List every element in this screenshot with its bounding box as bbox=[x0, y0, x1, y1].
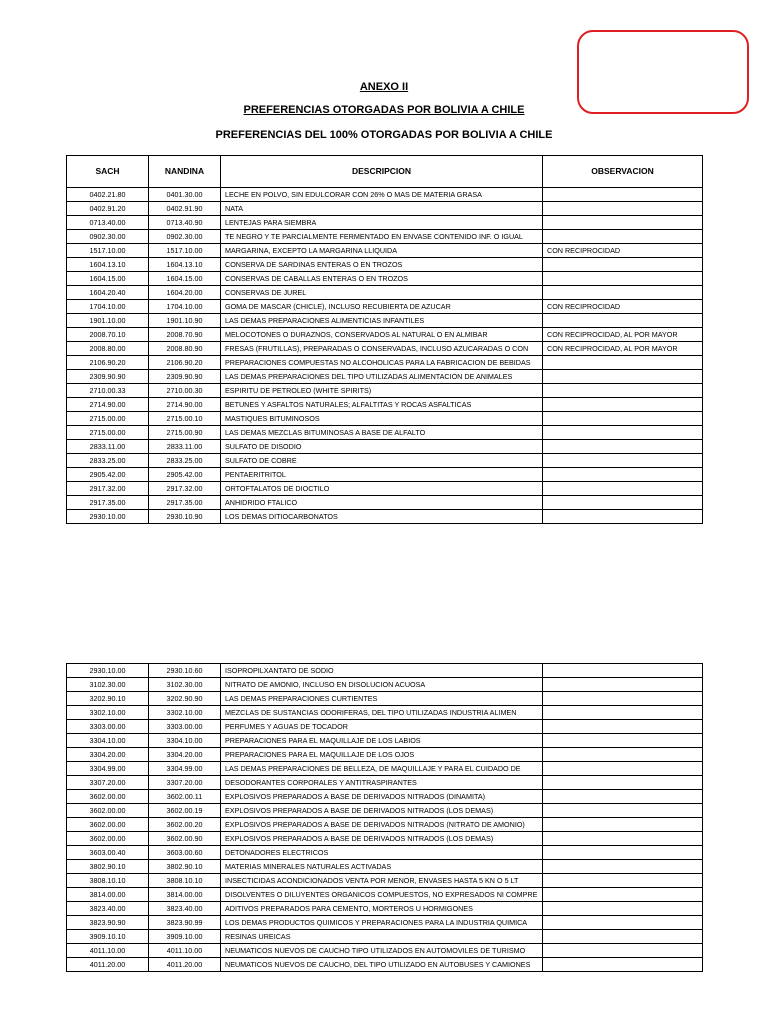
cell-nandina: 0902.30.00 bbox=[149, 230, 221, 244]
cell-sach: 3303.00.00 bbox=[67, 720, 149, 734]
cell-observacion bbox=[543, 230, 703, 244]
cell-observacion bbox=[543, 860, 703, 874]
cell-nandina: 1604.15.00 bbox=[149, 272, 221, 286]
cell-descripcion: EXPLOSIVOS PREPARADOS A BASE DE DERIVADOS NITRADOS (DINAMITA) bbox=[221, 790, 543, 804]
table-row bbox=[67, 258, 703, 272]
table-row bbox=[67, 846, 703, 860]
cell-observacion bbox=[543, 846, 703, 860]
cell-nandina: 3303.00.00 bbox=[149, 720, 221, 734]
cell-descripcion: LAS DEMAS PREPARACIONES DEL TIPO UTILIZADAS ALIMENTACION DE ANIMALES bbox=[221, 370, 543, 384]
cell-descripcion: CONSERVAS DE JUREL bbox=[221, 286, 543, 300]
cell-descripcion: MELOCOTONES O DURAZNOS, CONSERVADOS AL NATURAL O EN ALMIBAR bbox=[221, 328, 543, 342]
table-row bbox=[67, 874, 703, 888]
table-row bbox=[67, 762, 703, 776]
table-row bbox=[67, 244, 703, 258]
cell-observacion: CON RECIPROCIDAD bbox=[543, 244, 703, 258]
cell-descripcion: GOMA DE MASCAR (CHICLE), INCLUSO RECUBIERTA DE AZUCAR bbox=[221, 300, 543, 314]
table-row bbox=[67, 482, 703, 496]
cell-nandina: 1704.10.00 bbox=[149, 300, 221, 314]
cell-descripcion: FRESAS (FRUTILLAS), PREPARADAS O CONSERVADAS, INCLUSO AZUCARADAS O CON bbox=[221, 342, 543, 356]
table-row bbox=[67, 678, 703, 692]
cell-sach: 3102.30.00 bbox=[67, 678, 149, 692]
cell-observacion bbox=[543, 958, 703, 972]
cell-sach: 3602.00.00 bbox=[67, 804, 149, 818]
table-row bbox=[67, 272, 703, 286]
cell-nandina: 3304.20.00 bbox=[149, 748, 221, 762]
cell-sach: 2309.90.90 bbox=[67, 370, 149, 384]
cell-descripcion: MARGARINA, EXCEPTO LA MARGARINA LLIQUIDA bbox=[221, 244, 543, 258]
column-header-sach: SACH bbox=[67, 156, 149, 188]
cell-observacion bbox=[543, 706, 703, 720]
cell-descripcion: PREPARACIONES PARA EL MAQUILLAJE DE LOS OJOS bbox=[221, 748, 543, 762]
cell-observacion bbox=[543, 426, 703, 440]
cell-descripcion: EXPLOSIVOS PREPARADOS A BASE DE DERIVADOS NITRADOS (NITRATO DE AMONIO) bbox=[221, 818, 543, 832]
cell-sach: 2833.11.00 bbox=[67, 440, 149, 454]
cell-observacion bbox=[543, 818, 703, 832]
cell-sach: 1604.20.40 bbox=[67, 286, 149, 300]
cell-nandina: 3602.00.20 bbox=[149, 818, 221, 832]
cell-descripcion: DISOLVENTES O DILUYENTES ORGANICOS COMPUESTOS, NO EXPRESADOS NI COMPRE bbox=[221, 888, 543, 902]
cell-descripcion: TE NEGRO Y TE PARCIALMENTE FERMENTADO EN ENVASE CONTENIDO INF. O IGUAL bbox=[221, 230, 543, 244]
cell-descripcion: INSECTICIDAS ACONDICIONADOS VENTA POR MENOR, ENVASES HASTA 5 KN O 5 LT bbox=[221, 874, 543, 888]
table-row bbox=[67, 230, 703, 244]
cell-nandina: 2715.00.90 bbox=[149, 426, 221, 440]
cell-nandina: 3808.10.10 bbox=[149, 874, 221, 888]
cell-nandina: 3814.00.00 bbox=[149, 888, 221, 902]
cell-sach: 4011.20.00 bbox=[67, 958, 149, 972]
cell-sach: 3823.90.90 bbox=[67, 916, 149, 930]
cell-nandina: 0401.30.00 bbox=[149, 188, 221, 202]
cell-sach: 2930.10.00 bbox=[67, 664, 149, 678]
cell-descripcion: PERFUMES Y AGUAS DE TOCADOR bbox=[221, 720, 543, 734]
cell-sach: 3602.00.00 bbox=[67, 790, 149, 804]
cell-descripcion: LAS DEMAS PREPARACIONES ALIMENTICIAS INFANTILES bbox=[221, 314, 543, 328]
cell-sach: 3302.10.00 bbox=[67, 706, 149, 720]
cell-sach: 2715.00.00 bbox=[67, 426, 149, 440]
cell-nandina: 2833.11.00 bbox=[149, 440, 221, 454]
cell-descripcion: ANHIDRIDO FTALICO bbox=[221, 496, 543, 510]
table-row bbox=[67, 958, 703, 972]
cell-observacion bbox=[543, 734, 703, 748]
table-row bbox=[67, 860, 703, 874]
cell-sach: 1517.10.00 bbox=[67, 244, 149, 258]
cell-nandina: 2930.10.60 bbox=[149, 664, 221, 678]
preferences-100-title: PREFERENCIAS DEL 100% OTORGADAS POR BOLIVIA A CHILE bbox=[215, 129, 553, 141]
cell-nandina: 2008.80.90 bbox=[149, 342, 221, 356]
cell-nandina: 2833.25.00 bbox=[149, 454, 221, 468]
cell-nandina: 3603.00.60 bbox=[149, 846, 221, 860]
cell-observacion bbox=[543, 888, 703, 902]
cell-sach: 3304.99.00 bbox=[67, 762, 149, 776]
cell-descripcion: SULFATO DE COBRE bbox=[221, 454, 543, 468]
cell-sach: 3202.90.10 bbox=[67, 692, 149, 706]
cell-descripcion: MEZCLAS DE SUSTANCIAS ODORIFERAS, DEL TIPO UTILIZADAS INDUSTRIA ALIMEN bbox=[221, 706, 543, 720]
cell-descripcion: LAS DEMAS PREPARACIONES DE BELLEZA, DE MAQUILLAJE Y PARA EL CUIDADO DE bbox=[221, 762, 543, 776]
cell-observacion bbox=[543, 916, 703, 930]
table-row bbox=[67, 202, 703, 216]
table-row bbox=[67, 342, 703, 356]
annex-title: ANEXO II bbox=[359, 81, 409, 93]
cell-nandina: 3802.90.10 bbox=[149, 860, 221, 874]
cell-sach: 1604.15.00 bbox=[67, 272, 149, 286]
cell-sach: 2930.10.00 bbox=[67, 510, 149, 524]
cell-observacion bbox=[543, 440, 703, 454]
cell-sach: 3304.20.00 bbox=[67, 748, 149, 762]
table-row bbox=[67, 216, 703, 230]
cell-descripcion: SULFATO DE DISODIO bbox=[221, 440, 543, 454]
cell-sach: 3802.90.10 bbox=[67, 860, 149, 874]
cell-descripcion: MATERIAS MINERALES NATURALES ACTIVADAS bbox=[221, 860, 543, 874]
table-row bbox=[67, 944, 703, 958]
cell-sach: 2715.00.00 bbox=[67, 412, 149, 426]
cell-descripcion: EXPLOSIVOS PREPARADOS A BASE DE DERIVADOS NITRADOS (LOS DEMAS) bbox=[221, 832, 543, 846]
cell-nandina: 2905.42.00 bbox=[149, 468, 221, 482]
cell-sach: 2917.32.00 bbox=[67, 482, 149, 496]
cell-nandina: 3304.10.00 bbox=[149, 734, 221, 748]
table-header-row bbox=[67, 156, 703, 188]
table-row bbox=[67, 412, 703, 426]
cell-sach: 3603.00.40 bbox=[67, 846, 149, 860]
cell-observacion bbox=[543, 384, 703, 398]
cell-observacion bbox=[543, 258, 703, 272]
cell-nandina: 2710.00.30 bbox=[149, 384, 221, 398]
cell-descripcion: PREPARACIONES PARA EL MAQUILLAJE DE LOS LABIOS bbox=[221, 734, 543, 748]
cell-sach: 1604.13.10 bbox=[67, 258, 149, 272]
cell-nandina: 2715.00.10 bbox=[149, 412, 221, 426]
cell-observacion: CON RECIPROCIDAD, AL POR MAYOR bbox=[543, 342, 703, 356]
cell-sach: 3304.10.00 bbox=[67, 734, 149, 748]
preferences-table-1 bbox=[66, 155, 703, 524]
cell-observacion bbox=[543, 664, 703, 678]
table-row bbox=[67, 440, 703, 454]
cell-sach: 2008.80.00 bbox=[67, 342, 149, 356]
cell-descripcion: LOS DEMAS DITIOCARBONATOS bbox=[221, 510, 543, 524]
cell-nandina: 2714.90.00 bbox=[149, 398, 221, 412]
cell-observacion bbox=[543, 748, 703, 762]
cell-nandina: 3202.90.90 bbox=[149, 692, 221, 706]
cell-sach: 0713.40.00 bbox=[67, 216, 149, 230]
column-header-nandina: NANDINA bbox=[149, 156, 221, 188]
cell-descripcion: LAS DEMAS MEZCLAS BITUMINOSAS A BASE DE ALFALTO bbox=[221, 426, 543, 440]
cell-sach: 1901.10.00 bbox=[67, 314, 149, 328]
cell-descripcion: NEUMATICOS NUEVOS DE CAUCHO TIPO UTILIZADOS EN AUTOMOVILES DE TURISMO bbox=[221, 944, 543, 958]
cell-descripcion: CONSERVAS DE CABALLAS ENTERAS O EN TROZOS bbox=[221, 272, 543, 286]
cell-nandina: 3602.00.19 bbox=[149, 804, 221, 818]
table-row bbox=[67, 790, 703, 804]
cell-observacion bbox=[543, 804, 703, 818]
cell-observacion: CON RECIPROCIDAD bbox=[543, 300, 703, 314]
table-row bbox=[67, 384, 703, 398]
cell-observacion bbox=[543, 944, 703, 958]
cell-sach: 3307.20.00 bbox=[67, 776, 149, 790]
cell-observacion bbox=[543, 930, 703, 944]
table-row bbox=[67, 706, 703, 720]
cell-sach: 2833.25.00 bbox=[67, 454, 149, 468]
cell-observacion bbox=[543, 412, 703, 426]
table-row bbox=[67, 888, 703, 902]
column-header-descripcion: DESCRIPCION bbox=[221, 156, 543, 188]
cell-nandina: 0402.91.90 bbox=[149, 202, 221, 216]
cell-observacion bbox=[543, 468, 703, 482]
table-row bbox=[67, 734, 703, 748]
cell-sach: 3602.00.00 bbox=[67, 818, 149, 832]
table-row bbox=[67, 188, 703, 202]
cell-sach: 2008.70.10 bbox=[67, 328, 149, 342]
cell-descripcion: EXPLOSIVOS PREPARADOS A BASE DE DERIVADOS NITRADOS (LOS DEMAS) bbox=[221, 804, 543, 818]
cell-descripcion: CONSERVA DE SARDINAS ENTERAS O EN TROZOS bbox=[221, 258, 543, 272]
cell-nandina: 3823.40.00 bbox=[149, 902, 221, 916]
cell-sach: 3808.10.10 bbox=[67, 874, 149, 888]
table-row bbox=[67, 510, 703, 524]
table-row bbox=[67, 818, 703, 832]
cell-descripcion: PREPARACIONES COMPUESTAS NO ALCOHOLICAS PARA LA FABRICACION DE BEBIDAS bbox=[221, 356, 543, 370]
cell-descripcion: DETONADORES ELECTRICOS bbox=[221, 846, 543, 860]
cell-nandina: 3307.20.00 bbox=[149, 776, 221, 790]
cell-nandina: 2008.70.90 bbox=[149, 328, 221, 342]
cell-descripcion: DESODORANTES CORPORALES Y ANTITRASPIRANTES bbox=[221, 776, 543, 790]
cell-observacion bbox=[543, 692, 703, 706]
cell-observacion bbox=[543, 188, 703, 202]
cell-sach: 0902.30.00 bbox=[67, 230, 149, 244]
cell-descripcion: NEUMATICOS NUEVOS DE CAUCHO, DEL TIPO UTILIZADO EN AUTOBUSES Y CAMIONES bbox=[221, 958, 543, 972]
cell-observacion bbox=[543, 790, 703, 804]
cell-observacion bbox=[543, 202, 703, 216]
cell-sach: 0402.91.20 bbox=[67, 202, 149, 216]
table-row bbox=[67, 692, 703, 706]
table-row bbox=[67, 902, 703, 916]
cell-sach: 2106.90.20 bbox=[67, 356, 149, 370]
cell-observacion bbox=[543, 762, 703, 776]
cell-observacion bbox=[543, 286, 703, 300]
cell-descripcion: ESPIRITU DE PETROLEO (WHITE SPIRITS) bbox=[221, 384, 543, 398]
cell-sach: 2714.90.00 bbox=[67, 398, 149, 412]
cell-nandina: 2930.10.90 bbox=[149, 510, 221, 524]
cell-nandina: 3302.10.00 bbox=[149, 706, 221, 720]
cell-descripcion: RESINAS UREICAS bbox=[221, 930, 543, 944]
cell-descripcion: LECHE EN POLVO, SIN EDULCORAR CON 26% O MAS DE MATERIA GRASA bbox=[221, 188, 543, 202]
cell-observacion bbox=[543, 902, 703, 916]
cell-observacion: CON RECIPROCIDAD, AL POR MAYOR bbox=[543, 328, 703, 342]
cell-observacion bbox=[543, 832, 703, 846]
column-header-observacion: OBSERVACION bbox=[543, 156, 703, 188]
cell-sach: 3909.10.10 bbox=[67, 930, 149, 944]
cell-descripcion: PENTAERITRITOL bbox=[221, 468, 543, 482]
table-row bbox=[67, 496, 703, 510]
table-row bbox=[67, 286, 703, 300]
cell-descripcion: LAS DEMAS PREPARACIONES CURTIENTES bbox=[221, 692, 543, 706]
cell-observacion bbox=[543, 370, 703, 384]
cell-nandina: 4011.10.00 bbox=[149, 944, 221, 958]
table-row bbox=[67, 930, 703, 944]
table-row bbox=[67, 776, 703, 790]
table-row bbox=[67, 468, 703, 482]
cell-sach: 3823.40.00 bbox=[67, 902, 149, 916]
table-row bbox=[67, 748, 703, 762]
table-row bbox=[67, 664, 703, 678]
table-row bbox=[67, 356, 703, 370]
cell-sach: 4011.10.00 bbox=[67, 944, 149, 958]
table-row bbox=[67, 916, 703, 930]
cell-sach: 2917.35.00 bbox=[67, 496, 149, 510]
cell-descripcion: NITRATO DE AMONIO, INCLUSO EN DISOLUCION ACUOSA bbox=[221, 678, 543, 692]
cell-nandina: 3304.99.00 bbox=[149, 762, 221, 776]
cell-nandina: 2106.90.20 bbox=[149, 356, 221, 370]
cell-sach: 2710.00.33 bbox=[67, 384, 149, 398]
cell-observacion bbox=[543, 454, 703, 468]
cell-observacion bbox=[543, 776, 703, 790]
table-row bbox=[67, 426, 703, 440]
preferences-table-2 bbox=[66, 663, 703, 972]
cell-nandina: 4011.20.00 bbox=[149, 958, 221, 972]
cell-observacion bbox=[543, 510, 703, 524]
cell-observacion bbox=[543, 678, 703, 692]
table-row bbox=[67, 328, 703, 342]
cell-descripcion: ADITIVOS PREPARADOS PARA CEMENTO, MORTEROS U HORMIGONES bbox=[221, 902, 543, 916]
cell-nandina: 2917.32.00 bbox=[149, 482, 221, 496]
cell-descripcion: LOS DEMAS PRODUCTOS QUIMICOS Y PREPARACIONES PARA LA INDUSTRIA QUIMICA bbox=[221, 916, 543, 930]
cell-descripcion: BETUNES Y ASFALTOS NATURALES; ALFALTITAS Y ROCAS ASFALTICAS bbox=[221, 398, 543, 412]
table-row bbox=[67, 300, 703, 314]
cell-nandina: 3823.90.99 bbox=[149, 916, 221, 930]
cell-observacion bbox=[543, 398, 703, 412]
cell-observacion bbox=[543, 314, 703, 328]
cell-sach: 3602.00.00 bbox=[67, 832, 149, 846]
table-row bbox=[67, 720, 703, 734]
cell-nandina: 1901.10.90 bbox=[149, 314, 221, 328]
cell-sach: 2905.42.00 bbox=[67, 468, 149, 482]
cell-sach: 1704.10.00 bbox=[67, 300, 149, 314]
cell-nandina: 2917.35.00 bbox=[149, 496, 221, 510]
cell-nandina: 2309.90.90 bbox=[149, 370, 221, 384]
cell-observacion bbox=[543, 216, 703, 230]
cell-sach: 0402.21.80 bbox=[67, 188, 149, 202]
cell-observacion bbox=[543, 720, 703, 734]
cell-sach: 3814.00.00 bbox=[67, 888, 149, 902]
cell-descripcion: ISOPROPILXANTATO DE SODIO bbox=[221, 664, 543, 678]
cell-descripcion: NATA bbox=[221, 202, 543, 216]
cell-nandina: 3602.00.11 bbox=[149, 790, 221, 804]
cell-descripcion: ORTOFTALATOS DE DIOCTILO bbox=[221, 482, 543, 496]
cell-observacion bbox=[543, 272, 703, 286]
table-row bbox=[67, 370, 703, 384]
red-rounded-box bbox=[577, 30, 749, 114]
preferences-title: PREFERENCIAS OTORGADAS POR BOLIVIA A CHILE bbox=[243, 104, 525, 116]
table-row bbox=[67, 454, 703, 468]
cell-nandina: 3909.10.00 bbox=[149, 930, 221, 944]
table-row bbox=[67, 314, 703, 328]
cell-nandina: 1604.13.10 bbox=[149, 258, 221, 272]
cell-descripcion: LENTEJAS PARA SIEMBRA bbox=[221, 216, 543, 230]
cell-observacion bbox=[543, 874, 703, 888]
cell-nandina: 3602.00.90 bbox=[149, 832, 221, 846]
cell-observacion bbox=[543, 496, 703, 510]
cell-nandina: 1517.10.00 bbox=[149, 244, 221, 258]
table-row bbox=[67, 398, 703, 412]
cell-nandina: 3102.30.00 bbox=[149, 678, 221, 692]
table-row bbox=[67, 804, 703, 818]
cell-observacion bbox=[543, 356, 703, 370]
table-row bbox=[67, 832, 703, 846]
cell-nandina: 0713.40.90 bbox=[149, 216, 221, 230]
cell-descripcion: MASTIQUES BITUMINOSOS bbox=[221, 412, 543, 426]
cell-observacion bbox=[543, 482, 703, 496]
cell-nandina: 1604.20.00 bbox=[149, 286, 221, 300]
